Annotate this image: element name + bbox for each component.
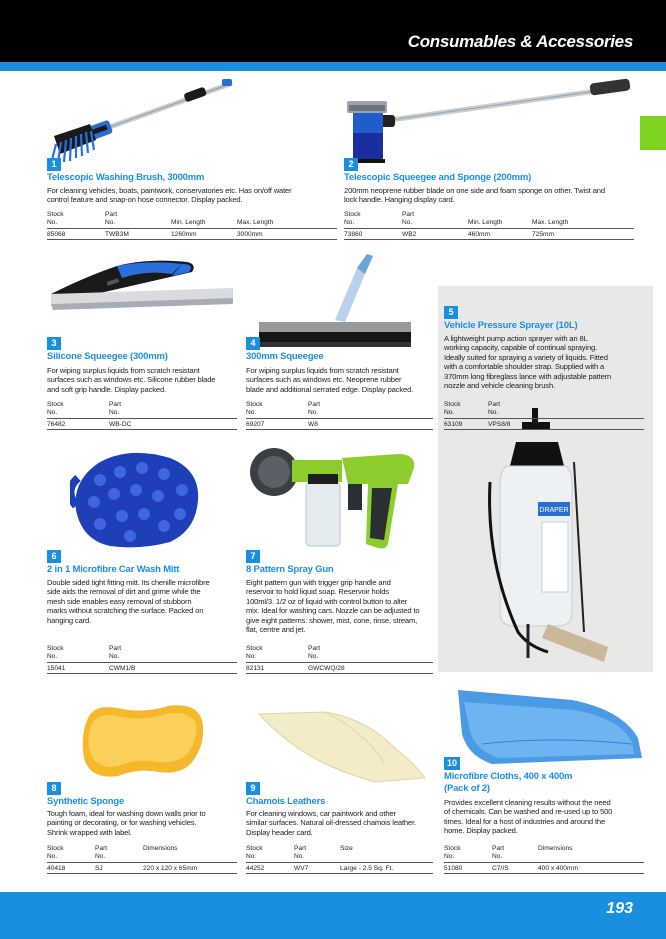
table-row: 63109 VPS8/8 — [444, 418, 644, 429]
product-number: 5 — [444, 306, 458, 319]
product-description: Eight pattern gun with trigger grip handle and reservoir to hold liquid soap. Reservoir holds 100ml/3. 1/2 oz of liquid with control button to alter mix. Ideal for washing cars. Nozzle can be adjusted to give eight patterns: shower, mist, cone, rinse, stream, flat, centre and jet. — [246, 578, 420, 635]
sprayer-brand: DRAPER — [539, 507, 569, 514]
product-title-line2: (Pack of 2) — [444, 783, 490, 794]
product-description: A lightweight pump action sprayer with an 8L working capacity, capable of continual spraying. Ideally suited for spraying a variety of liquids. Fitted with a comfortable shoulder strap. Supplied with a 370mm long fibreglass lance with adjustable pattern nozzle and vehicle cleaning brush. — [444, 334, 612, 391]
telescopic-squeegee-image — [345, 75, 635, 170]
product-number: 2 — [344, 158, 358, 171]
spec-table: Stock No. Part No. Size 44252 WV7 Large - 2.5 Sq. Ft. — [246, 845, 433, 874]
spec-table: Stock No. Part No. Dimensions 51080 C7/IS 400 x 400mm — [444, 845, 644, 874]
spec-table: Stock No. Part No. 63109 VPS8/8 — [444, 401, 644, 430]
spec-table: Stock No. Part No. Min. Length Max. Length 73860 WB2 460mm 725mm — [344, 211, 634, 240]
spec-table: Stock No. Part No. 76482 WB-DC — [47, 401, 237, 430]
table-row: 82131 GWCWQ/28 — [246, 662, 433, 673]
product-number: 4 — [246, 337, 260, 350]
product-description: For cleaning vehicles, boats, paintwork, conservatories etc. Has on/off water control feature and snap-on hose connector. Display packed. — [47, 186, 292, 205]
product-number: 1 — [47, 158, 61, 171]
spec-table: Stock No. Part No. 15041 CWM1/B — [47, 645, 237, 674]
table-row: 15041 CWM1/B — [47, 662, 237, 673]
table-row: 44252 WV7 Large - 2.5 Sq. Ft. — [246, 862, 433, 873]
product-description: 200mm neoprene rubber blade on one side and foam sponge on other. Twist and lock handle. Hanging display card. — [344, 186, 605, 205]
table-row: 69207 W8 — [246, 418, 433, 429]
section-tab — [640, 116, 666, 150]
spec-table: Stock No. Part No. Min. Length Max. Length 85068 TWB3M 1260mm 3000mm — [47, 211, 337, 240]
product-number: 10 — [444, 757, 460, 770]
product-description: For wiping surplus liquids from scratch resistant surfaces such as windows etc. Silicone rubber blade and soft grip handle. Display packed. — [47, 366, 216, 394]
spec-table: Stock No. Part No. 69207 W8 — [246, 401, 433, 430]
product-description: Double sided tight fitting mitt. Its chenille microfibre side aids the removal of dirt and grime while the mesh side enables easy removal of stubborn marks without scratching the surface. Packed on hanging card. — [47, 578, 210, 625]
product-description: For cleaning windows, car paintwork and other similar surfaces. Natural oil-dressed chamois leather. Display header card. — [246, 809, 417, 837]
spec-table: Stock No. Part No. 82131 GWCWQ/28 — [246, 645, 433, 674]
product-description: Tough foam, ideal for washing down walls prior to painting or decorating, or for washing vehicles. Shrink wrapped with label. — [47, 809, 206, 837]
squeegee-300-image — [255, 244, 415, 356]
product-title: Synthetic Sponge — [47, 796, 125, 807]
product-description: For wiping surplus liquids from scratch resistant surfaces such as windows etc. Neoprene rubber blade and additional serrated edge. Display packed. — [246, 366, 414, 394]
wash-mitt-image — [70, 450, 208, 550]
page-number: 193 — [606, 900, 633, 917]
table-row: 85068 TWB3M 1260mm 3000mm — [47, 228, 337, 239]
spray-gun-image — [248, 444, 423, 554]
pressure-sprayer-image — [488, 402, 618, 664]
product-number: 7 — [246, 550, 260, 563]
product-title: Microfibre Cloths, 400 x 400m — [444, 771, 573, 782]
section-title: Consumables & Accessories — [407, 32, 633, 51]
product-description: Provides excellent cleaning results without the need of chemicals. Can be washed and re-used up to 500 times. Ideal for a host of industries and around the home. Display packed. — [444, 798, 613, 836]
product-title: Vehicle Pressure Sprayer (10L) — [444, 320, 578, 331]
silicone-squeegee-image — [47, 258, 237, 323]
spec-table: Stock No. Part No. Dimensions 40418 SJ 220 x 120 x 65mm — [47, 845, 237, 874]
chamois-image — [255, 708, 430, 784]
product-title: 300mm Squeegee — [246, 351, 324, 362]
product-title: 8 Pattern Spray Gun — [246, 564, 334, 575]
table-row: 73860 WB2 460mm 725mm — [344, 228, 634, 239]
table-row: 76482 WB-DC — [47, 418, 237, 429]
product-number: 9 — [246, 782, 260, 795]
page-header — [0, 0, 666, 62]
product-title: Telescopic Squeegee and Sponge (200mm) — [344, 172, 532, 183]
product-title: Telescopic Washing Brush, 3000mm — [47, 172, 205, 183]
product-title: Silicone Squeegee (300mm) — [47, 351, 168, 362]
product-number: 8 — [47, 782, 61, 795]
table-row: 51080 C7/IS 400 x 400mm — [444, 862, 644, 873]
product-number: 6 — [47, 550, 61, 563]
microfibre-cloths-image — [452, 684, 648, 770]
header-stripe — [0, 62, 666, 71]
table-row: 40418 SJ 220 x 120 x 65mm — [47, 862, 237, 873]
product-number: 3 — [47, 337, 61, 350]
sponge-image — [78, 700, 208, 782]
telescopic-brush-image — [50, 74, 235, 164]
product-title: Chamois Leathers — [246, 796, 326, 807]
product-title: 2 in 1 Microfibre Car Wash Mitt — [47, 564, 180, 575]
page-footer — [0, 892, 666, 939]
